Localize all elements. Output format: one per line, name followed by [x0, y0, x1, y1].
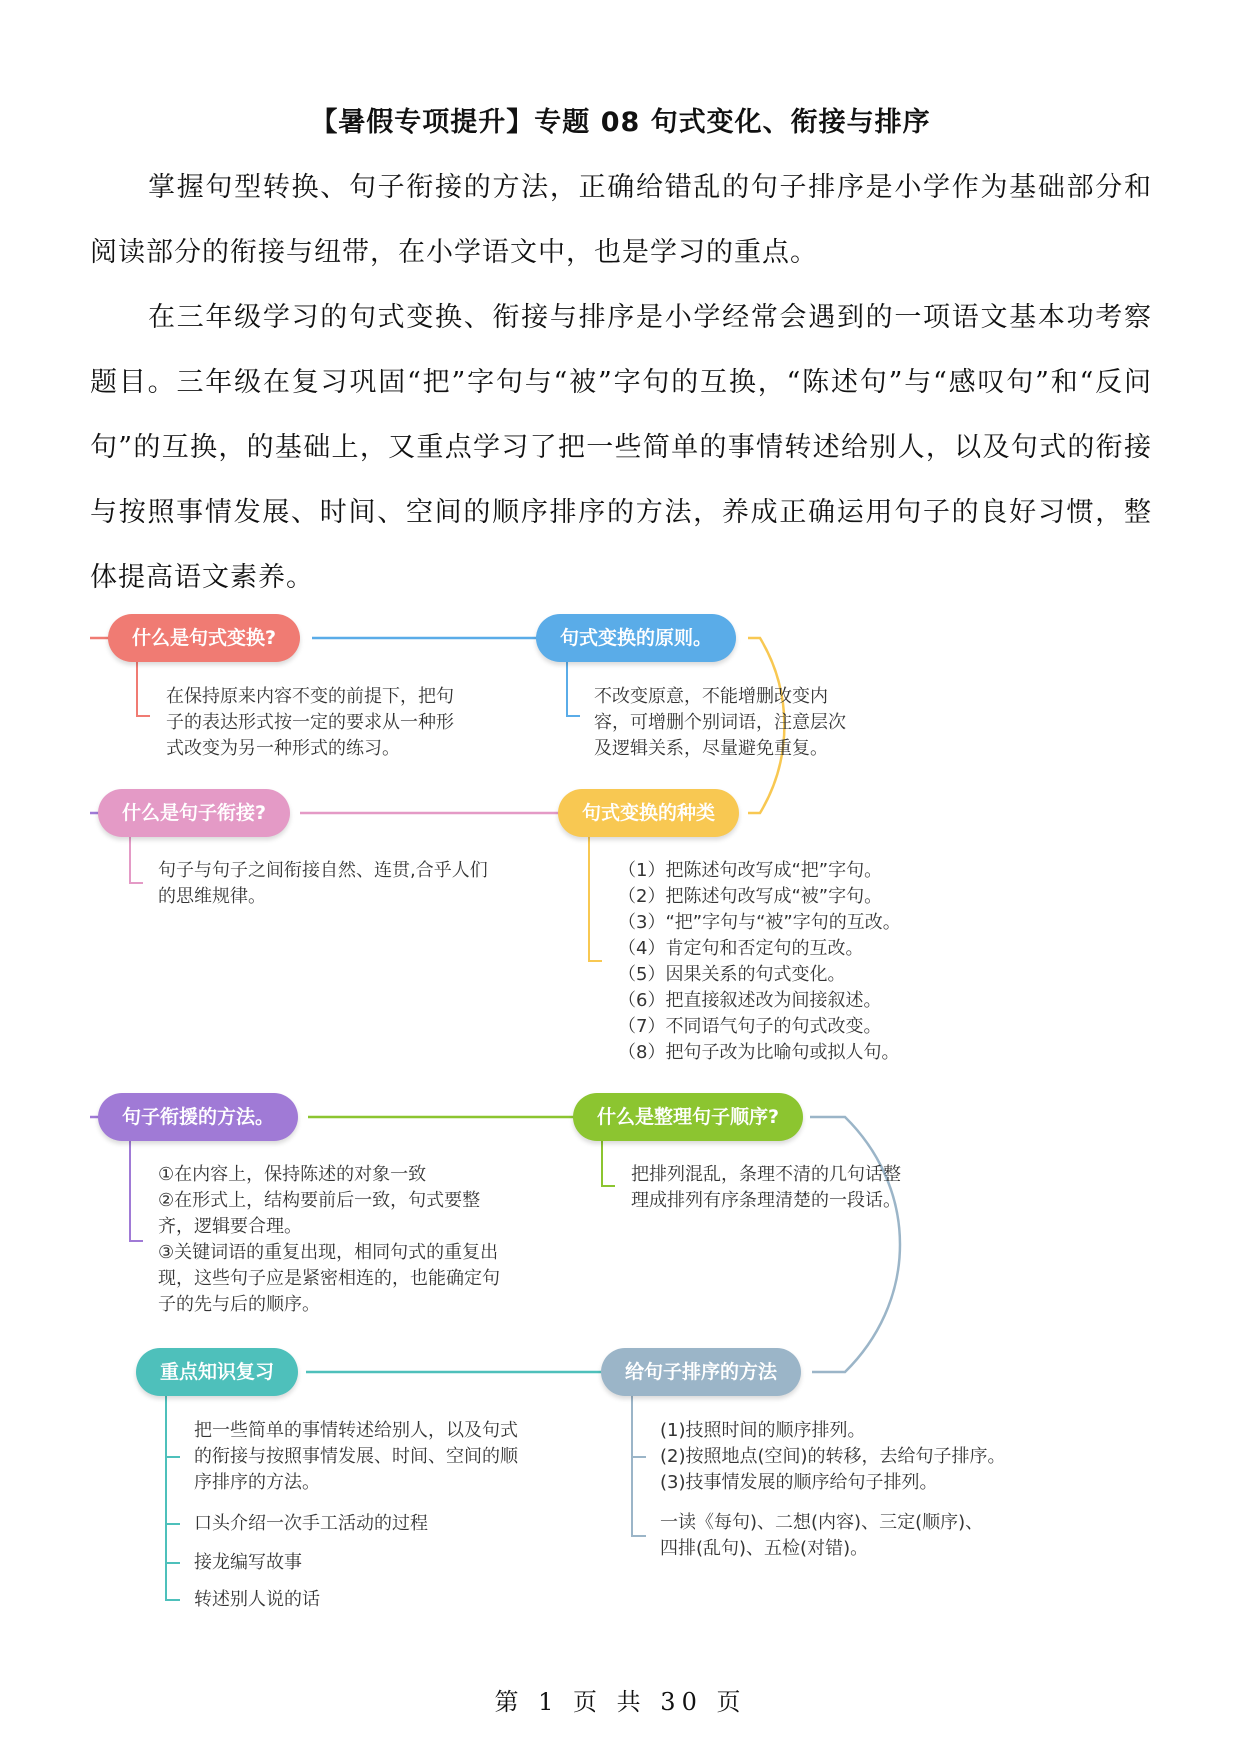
note-cohesion-methods: [158, 1162, 500, 1318]
node-what-is-sentence-ordering: 什么是整理句子顺序?: [573, 1093, 803, 1141]
note-line: 及逻辑关系，尽量避免重复。: [594, 738, 828, 759]
node-cohesion-methods: 句子衔援的方法。: [98, 1093, 298, 1141]
note-line: 理成排列有序条理清楚的一段话。: [631, 1190, 901, 1211]
note-what-is-sentence-transform: [166, 684, 454, 762]
node-transform-types: 句式变换的种类: [558, 789, 739, 837]
note-line: （5）因果关系的句式变化。: [618, 964, 846, 985]
note-line: 不改变原意，不能增删改变内: [594, 686, 828, 707]
note-line: ①在内容上，保持陈述的对象一致: [158, 1164, 427, 1185]
node-transform-principles: 句式变换的原则。: [536, 614, 736, 662]
note-line: 把一些简单的事情转述给别人，以及句式: [194, 1420, 518, 1441]
node-key-review: 重点知识复习: [136, 1348, 298, 1396]
note-line: （2）把陈述句改写成“被”字句。: [618, 886, 883, 907]
note-what-is-sentence-ordering: [631, 1162, 901, 1214]
note-line: 现，这些句子应是紧密相连的，也能确定句: [158, 1268, 500, 1289]
note-what-is-sentence-cohesion: [158, 858, 488, 910]
note-ordering-methods-group-2: [660, 1510, 983, 1562]
note-line: ②在形式上，结构要前后一致，句式要整: [158, 1190, 481, 1211]
note-line: （7）不同语气句子的句式改变。: [618, 1016, 882, 1037]
note-transform-types: [618, 858, 901, 1066]
page-title: 【暑假专项提升】专题 08 句式变化、衔接与排序: [310, 107, 931, 138]
note-line: 句子与句子之间衔接自然、连贯,合乎人们: [158, 860, 488, 881]
note-line: (2)按照地点(空间)的转移，去给句子排序。: [660, 1446, 1006, 1467]
intro-paragraph-1: 掌握句型转换、句子衔接的方法，正确给错乱的句子排序是小学作为基础部分和阅读部分的衔接与纽带，在小学语文中，也是学习的重点。: [90, 172, 1152, 268]
intro-paragraph-2: 在三年级学习的句式变换、衔接与排序是小学经常会遇到的一项语文基本功考察题目。三年级在复习巩固“把”字句与“被”字句的互换，“陈述句”与“感叹句”和“反问句”的互换，的基础上，又重点学习了把一些简单的事情转述给别人，以及句式的衔接与按照事情发展、时间、空间的顺序排序的方法，养成正确运用句子的良好习惯，整体提高语文素养。: [90, 302, 1152, 593]
note-key-review-group-2: [194, 1511, 428, 1537]
note-line: （4）肯定句和否定句的互改。: [618, 938, 864, 959]
page-footer: 第 1 页 共 30 页: [494, 1688, 747, 1716]
note-line: 的思维规律。: [158, 886, 266, 907]
note-line: 子的先与后的顺序。: [158, 1294, 320, 1315]
note-line: 口头介绍一次手工活动的过程: [194, 1513, 428, 1534]
note-line: 齐，逻辑要合理。: [158, 1216, 302, 1237]
note-line: 在保持原来内容不变的前提下，把句: [166, 686, 454, 707]
note-key-review-group-4: [194, 1587, 320, 1613]
note-line: (3)技事情发展的顺序给句子排列。: [660, 1472, 938, 1493]
note-line: 转述别人说的话: [194, 1589, 320, 1610]
note-line: 序排序的方法。: [194, 1472, 320, 1493]
note-line: 四排(乱句)、五检(对错)。: [660, 1538, 869, 1559]
note-line: 把排列混乱，条理不清的几句话整: [631, 1164, 901, 1185]
note-line: （8）把句子改为比喻句或拟人句。: [618, 1042, 900, 1063]
note-line: ③关键词语的重复出现，相同句式的重复出: [158, 1242, 499, 1263]
note-line: 式改变为另一种形式的练习。: [166, 738, 400, 759]
note-line: 子的表达形式按一定的要求从一种形: [166, 712, 454, 733]
note-line: （3）“把”字句与“被”字句的互改。: [618, 912, 901, 933]
note-line: 的衔接与按照事情发展、时间、空间的顺: [194, 1446, 518, 1467]
note-line: （1）把陈述句改写成“把”字句。: [618, 860, 883, 881]
note-transform-principles: [594, 684, 846, 762]
note-line: （6）把直接叙述改为间接叙述。: [618, 990, 882, 1011]
node-ordering-methods: 给句子排序的方法: [601, 1348, 801, 1396]
note-line: 容，可增删个别词语，注意层次: [594, 712, 846, 733]
note-line: 一读《每句)、二想(内容)、三定(顺序)、: [660, 1512, 984, 1533]
note-key-review-group-3: [194, 1550, 302, 1576]
note-ordering-methods-group-1: [660, 1418, 1006, 1496]
note-line: (1)技照时间的顺序排列。: [660, 1420, 866, 1441]
note-key-review-group-1: [194, 1418, 518, 1496]
note-line: 接龙编写故事: [194, 1552, 302, 1573]
node-what-is-sentence-transform: 什么是句式变换?: [108, 614, 300, 662]
node-what-is-sentence-cohesion: 什么是句子衔接?: [98, 789, 290, 837]
